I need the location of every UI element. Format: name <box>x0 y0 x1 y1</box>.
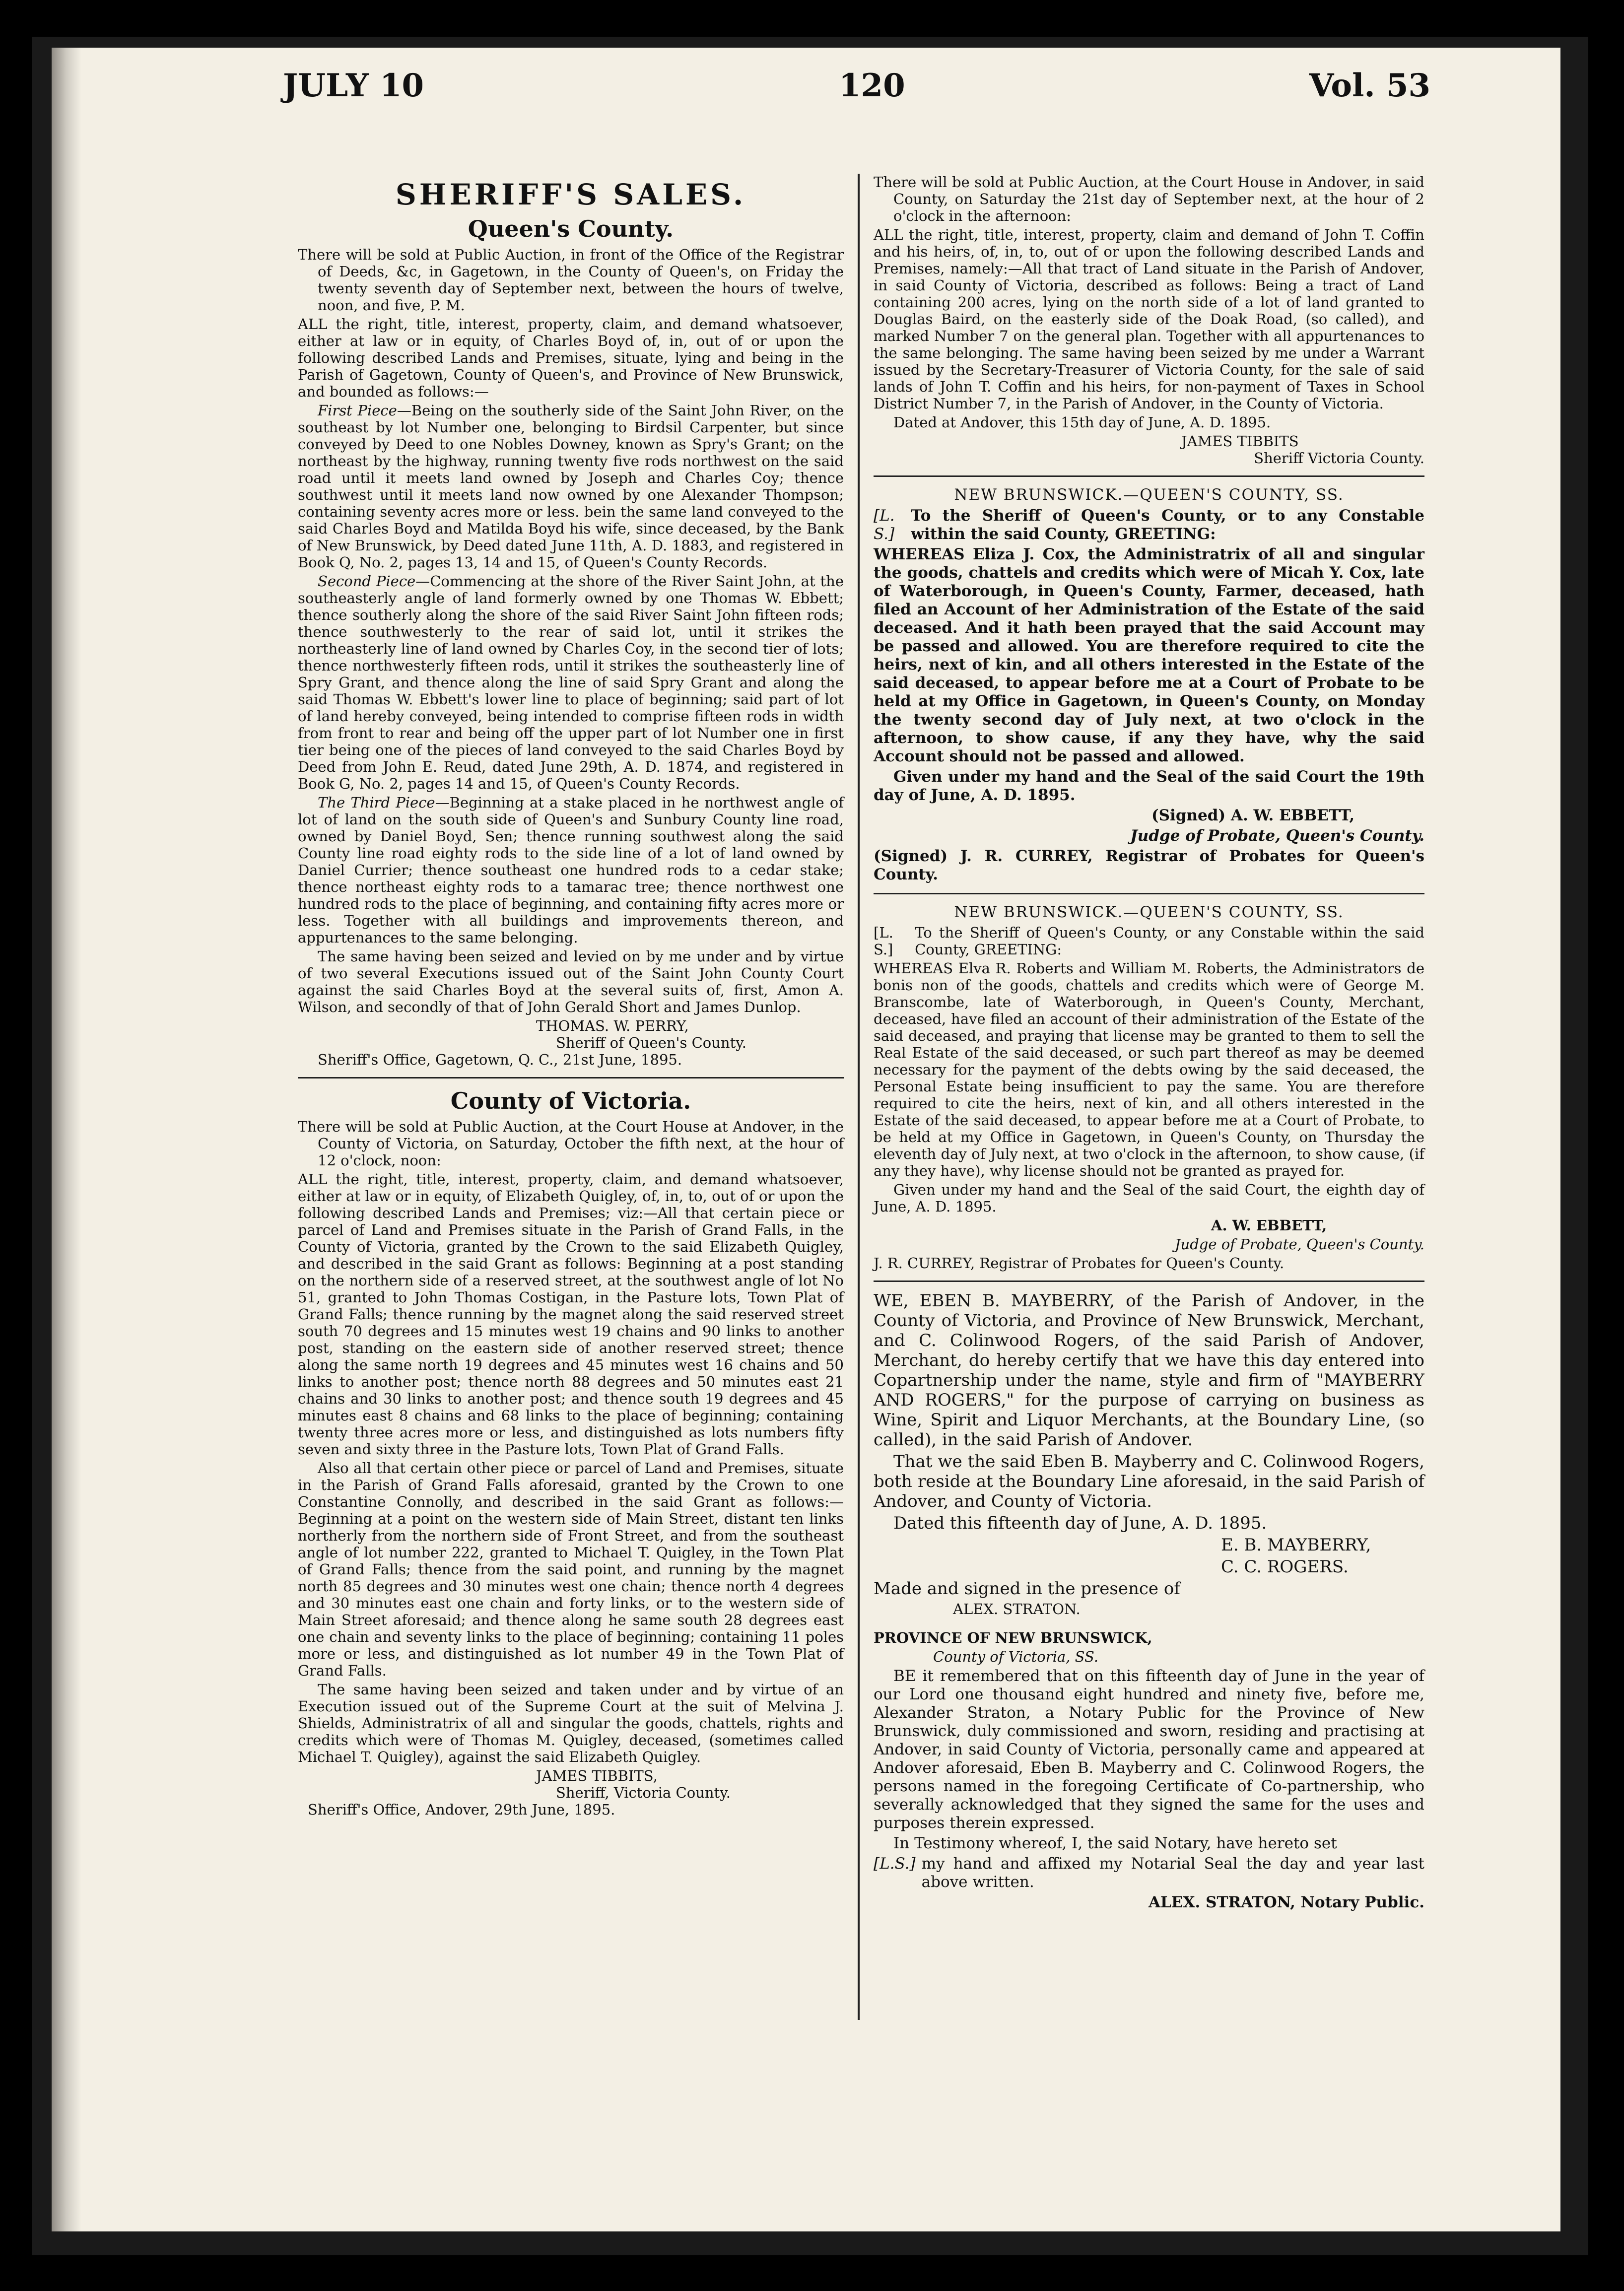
notary-body: BE it remembered that on this fifteenth day of June in the year of our Lord one thousand eight hundred and ninety five, before me, Alexander Straton, a Notary Public for the Province of New Brunswick, duly commissioned and sworn, residing and practising at Andover, in said County of Victoria, personally came and appeared at Andover aforesaid, Eben B. Mayberry and C. Colinwood Rogers, the persons named in the foregoing Certificate of Co-partnership, who severally acknowledged that they signed the same for the uses and purposes therein expressed. <box>874 1667 1424 1832</box>
andover-dated: Dated at Andover, this 15th day of June, A. D. 1895. <box>893 414 1271 431</box>
notary-seal: [L.S.] <box>874 1855 916 1873</box>
right-column <box>874 174 1424 1914</box>
probate1-given: Given under my hand and the Seal of the said Court the 19th day of June, A. D. 1895. <box>874 768 1424 804</box>
notary-seal-line <box>874 1855 1424 1893</box>
partnership-sig-mayberry: E. B. MAYBERRY, <box>1221 1535 1371 1555</box>
probate1-to: To the Sheriff of Queen's County, or to any Constable within the said County, GREETING: <box>911 507 1424 543</box>
first-piece-label: First Piece <box>318 402 397 419</box>
section-rule <box>874 1280 1424 1282</box>
second-piece <box>298 573 844 792</box>
probate2-given: Given under my hand and the Seal of the said Court, the eighth day of June, A. D. 1895. <box>874 1181 1424 1215</box>
probate2-seal-line <box>874 924 1424 960</box>
section-title: SHERIFF'S SALES. <box>395 178 746 211</box>
notary-testimony: In Testimony whereof, I, the said Notary, have hereto set <box>893 1834 1337 1852</box>
page-number: 120 <box>839 67 905 104</box>
queens-all: ALL the right, title, interest, property, claim, and demand whatsoever, either at law or in equity, of Charles Boyd of, in, out of or upon the following described Lands and Premises, situate, lying and being in the Parish of Gagetown, County of Queen's, and Province of New Brunswick, and bounded as follows:— <box>298 316 844 400</box>
column-divider <box>858 174 860 2020</box>
page-binding-shadow <box>52 48 81 2231</box>
notary-province: PROVINCE OF NEW BRUNSWICK, <box>874 1629 1152 1646</box>
third-piece <box>298 794 844 946</box>
andover-body: ALL the right, title, interest, property, claim and demand of John T. Coffin and his heirs, of, in, to, out of or upon the following described Lands and Premises, namely:—All that tract of Land situate in the Parish of Andover, in said County of Victoria, described as follows: Being a tract of Land containing 200 acres, lying on the north side of a lot of land granted to Douglas Baird, on the easterly side of the Doak Road, (so called), and marked Number 7 on the general plan. Together with all appurtenances to the same belonging. The same having been seized by me under a Warrant issued by the Secretary-Treasurer of Victoria County, for the sale of said lands of John T. Coffin and his heirs, for non-payment of Taxes in School District Number 7, in the Parish of Andover, in the County of Victoria. <box>874 226 1424 412</box>
partnership-reside: That we the said Eben B. Mayberry and C. Colinwood Rogers, both reside at the Boundary Line aforesaid, in the said Parish of Andover, and County of Victoria. <box>874 1452 1424 1511</box>
partnership-sig-rogers: C. C. ROGERS. <box>1221 1557 1349 1577</box>
probate1-heading: NEW BRUNSWICK.—QUEEN'S COUNTY, SS. <box>954 486 1344 504</box>
volume-number: Vol. 53 <box>1309 67 1430 104</box>
notary-testimony2: my hand and affixed my Notarial Seal the day and year last above written. <box>921 1855 1424 1891</box>
notary-county: County of Victoria, SS. <box>933 1648 1099 1665</box>
partnership-dated: Dated this fifteenth day of June, A. D. 1895. <box>893 1513 1267 1533</box>
section-rule <box>874 893 1424 894</box>
left-column <box>298 174 844 1820</box>
probate1-signed: (Signed) A. W. EBBETT, <box>1151 807 1355 824</box>
second-piece-label: Second Piece <box>318 573 416 590</box>
queens-seized: The same having been seized and levied on by me under and by virtue of two several Executions issued out of the Saint John County Court against the said Charles Boyd at the several suits of, first, Amon A. Wilson, and secondly of that of John Gerald Short and James Dunlop. <box>298 948 844 1015</box>
victoria-intro: There will be sold at Public Auction, at the Court House at Andover, in the County of Victoria, on Saturday, October the fifth next, at the hour of 12 o'clock, noon: <box>298 1118 844 1169</box>
probate2-heading: NEW BRUNSWICK.—QUEEN'S COUNTY, SS. <box>954 903 1344 921</box>
partnership-body: WE, EBEN B. MAYBERRY, of the Parish of Andover, in the County of Victoria, and Province of New Brunswick, Merchant, and C. Colinwood Rogers, of the said Parish of Andover, Merchant, do hereby certify that we have this day entered into Copartnership under the name, style and firm of "MAYBERRY AND ROGERS," for the purpose of carrying on business as Wine, Spirit and Liquor Merchants, at the Boundary Line, (so called), in the said Parish of Andover. <box>874 1291 1424 1450</box>
second-piece-text: —Commencing at the shore of the River Saint John, at the southeasterly angle of land formerly owned by one Thomas W. Ebbett; thence southerly along the shore of the said River Saint John fifteen rods; thence southwesterly to the rear of said lot, until it strikes the northeasterly line of land owned by Charles Coy, in the second tier of lots; thence northwesterly fifteen rods, until it strikes the southeasterly line of Spry Grant, and thence along the line of said Spry Grant and along the said Thomas W. Ebbett's lower line to place of beginning; said part of lot of land hereby conveyed, being intended to comprise fifteen rods in width from front to rear and being off the upper part of lot Number one in first tier being one of the pieces of land conveyed to the said Charles Boyd by Deed from John E. Reud, dated June 29th, A. D. 1874, and registered in Book G, No. 2, pages 14 and 15, of Queen's County Records. <box>298 573 844 792</box>
probate1-seal-line <box>874 507 1424 545</box>
queens-intro: There will be sold at Public Auction, in front of the Office of the Registrar of Deeds, &c, in Gagetown, in the County of Queen's, on Friday the twenty seventh day of September next, between the hours of twelve, noon, and five, P. M. <box>298 246 844 314</box>
first-piece <box>298 402 844 571</box>
victoria-seized: The same having been seized and taken under and by virtue of an Execution issued out of the Supreme Court at the suit of Melvina J. Shields, Administratrix of all and singular the goods, chattels, rights and credits which were of Thomas M. Quigley, deceased, (sometimes called Michael T. Quigley), against the said Elizabeth Quigley. <box>298 1681 844 1765</box>
probate1-seal: [L. S.] <box>874 507 895 543</box>
victoria-county-heading: County of Victoria. <box>450 1087 691 1114</box>
victoria-also: Also all that certain other piece or parcel of Land and Premises, situate in the Parish of Grand Falls aforesaid, granted by the Crown to one Constantine Connolly, and described in the said Grant as follows:—Beginning at a point on the western side of Main Street, distant ten links northerly from the northern side of Front Street, and from the southeast angle of lot number 222, granted to Michael T. Quigley, in the Town Plat of Grand Falls; thence from the said point, and running by the magnet north 85 degrees and 30 minutes west one chain; thence north 4 degrees and 30 minutes east one chain and forty links, or to the western side of Main Street aforesaid; and thence along he same south 28 degrees east one chain and seventy links to the place of beginning; containing 11 poles more or less, and distinguished as lot number 49 in the Town Plat of Grand Falls. <box>298 1460 844 1679</box>
probate2-signed: A. W. EBBETT, <box>1211 1217 1327 1234</box>
third-piece-text: —Beginning at a stake placed in he northwest angle of lot of land on the south side of Queen's and Sunbury County line road, owned by Daniel Boyd, Sen; thence running southwest along the said County line road eighty rods to the side line of a lot of land owned by Daniel Currier; thence southeast one hundred rods to a cedar stake; thence northeast eighty rods to a tamarac tree; thence northwest one hundred rods to the place of beginning, and containing fifty acres more or less. Together with all buildings and improvements thereon, and appurtenances to the same belonging. <box>298 794 844 946</box>
probate2-to: To the Sheriff of Queen's County, or any Constable within the said County, GREETING: <box>915 924 1424 958</box>
victoria-all: ALL the right, title, interest, property, claim, and demand whatsoever, either at law or in equity, of Elizabeth Quigley, of, in, to, out of or upon the following described Lands and Premises; viz:—All that certain piece or parcel of Land and Premises situate in the Parish of Grand Falls, in the County of Victoria, granted by the Crown to the said Elizabeth Quigley, and described in the said Grant as follows: Beginning at a post standing on the northern side of a reserved street, at the southwest angle of lot No 51, granted to John Thomas Costigan, in the Pasture lots, Town Plat of Grand Falls; thence running by the magnet along the said reserved street south 70 degrees and 15 minutes west 19 chains and 90 links to another post, standing on the eastern side of another reserved street; thence along the same north 19 degrees and 45 minutes west 16 chains and 50 links to another post; thence north 88 degrees and 50 minutes east 21 chains and 30 links to another post; and thence south 19 degrees and 45 minutes east 8 chains and 68 links to the place of beginning; containing twenty three acres more or less, and distinguished as lots numbers fifty seven and sixty three in the Pasture lots, Town Plat of Grand Falls. <box>298 1171 844 1458</box>
queens-county-heading: Queen's County. <box>468 215 674 242</box>
probate2-seal: [L. S.] <box>874 924 893 958</box>
notary-signature: ALEX. STRATON, Notary Public. <box>1148 1893 1424 1911</box>
partnership-witness: ALEX. STRATON. <box>953 1601 1081 1617</box>
page-date: JULY 10 <box>283 67 424 104</box>
probate1-body: WHEREAS Eliza J. Cox, the Administratrix of all and singular the goods, chattels and credits which were of Micah Y. Cox, late of Waterborough, in Queen's County, Farmer, deceased, hath filed an Account of her Administration of the Estate of the said deceased. And it hath been prayed that the said Account may be passed and allowed. You are therefore required to cite the heirs, next of kin, and all others interested in the Estate of the said deceased, to appear before me at a Court of Probate to be held at my Office in Gagetown, in Queen's County, on Monday the twenty second day of July next, at two o'clock in the afternoon, to show cause, if any they have, why the said Account should not be passed and allowed. <box>874 545 1424 765</box>
queens-office: Sheriff's Office, Gagetown, Q. C., 21st June, 1895. <box>318 1051 682 1068</box>
first-piece-text: —Being on the southerly side of the Saint John River, on the southeast by lot Number one, belonging to Birdsil Carpenter, but since conveyed by Deed to one Nobles Downey, known as Spry's Grant; on the northeast by the highway, running twenty five rods northwest on the said road until it meets land owned by Joseph and Charles Coy; thence southwest until it meets land now owned by one Alexander Thompson; containing seventy acres more or less. bein the same land conveyed to the said Charles Boyd and Matilda Boyd his wife, since deceased, by the Bank of New Brunswick, by Deed dated June 11th, A. D. 1883, and registered in Book Q, No. 2, pages 13, 14 and 15, of Queen's County Records. <box>298 402 844 571</box>
section-rule <box>874 475 1424 477</box>
section-rule <box>298 1077 844 1078</box>
victoria-sheriff-title: Sheriff, Victoria County. <box>556 1784 731 1801</box>
probate2-body: WHEREAS Elva R. Roberts and William M. Roberts, the Administrators de bonis non of the goods, chattels and credits which were of George M. Branscombe, late of Waterborough, in Queen's County, Merchant, deceased, have filed an account of their administration of the Estate of the said deceased, and praying that license may be granted to them to sell the Real Estate of the said deceased, or such part thereof as may be deemed necessary for the payment of the debts owing by the said deceased, the Personal Estate being insufficient to pay the same. You are therefore required to cite the heirs, next of kin, and all others interested in the Estate of the said deceased, to appear before me at a Court of Probate, to be held at my Office in Gagetown, in Queen's County, on Thursday the eleventh day of July next, at two o'clock in the afternoon, to show cause, (if any they have), why license should not be granted as prayed for. <box>874 960 1424 1179</box>
andover-sheriff-name: JAMES TIBBITS <box>1181 433 1299 450</box>
probate2-registrar: J. R. CURREY, Registrar of Probates for Queen's County. <box>874 1255 1285 1272</box>
andover-sheriff-title: Sheriff Victoria County. <box>1254 450 1424 467</box>
victoria-office: Sheriff's Office, Andover, 29th June, 1895. <box>308 1801 615 1818</box>
partnership-presence: Made and signed in the presence of <box>874 1579 1180 1599</box>
andover-intro: There will be sold at Public Auction, at the Court House in Andover, in said County, on Saturday the 21st day of September next, at the hour of 2 o'clock in the afternoon: <box>874 174 1424 224</box>
probate2-judge: Judge of Probate, Queen's County. <box>1174 1236 1424 1253</box>
third-piece-label: The Third Piece <box>318 794 435 811</box>
probate1-registrar: (Signed) J. R. CURREY, Registrar of Probates for Queen's County. <box>874 847 1424 883</box>
queens-sheriff-title: Sheriff of Queen's County. <box>556 1034 747 1051</box>
queens-sheriff-name: THOMAS. W. PERRY, <box>536 1017 689 1034</box>
probate1-judge: Judge of Probate, Queen's County. <box>1130 827 1424 845</box>
victoria-sheriff-name: JAMES TIBBITS, <box>536 1767 658 1784</box>
